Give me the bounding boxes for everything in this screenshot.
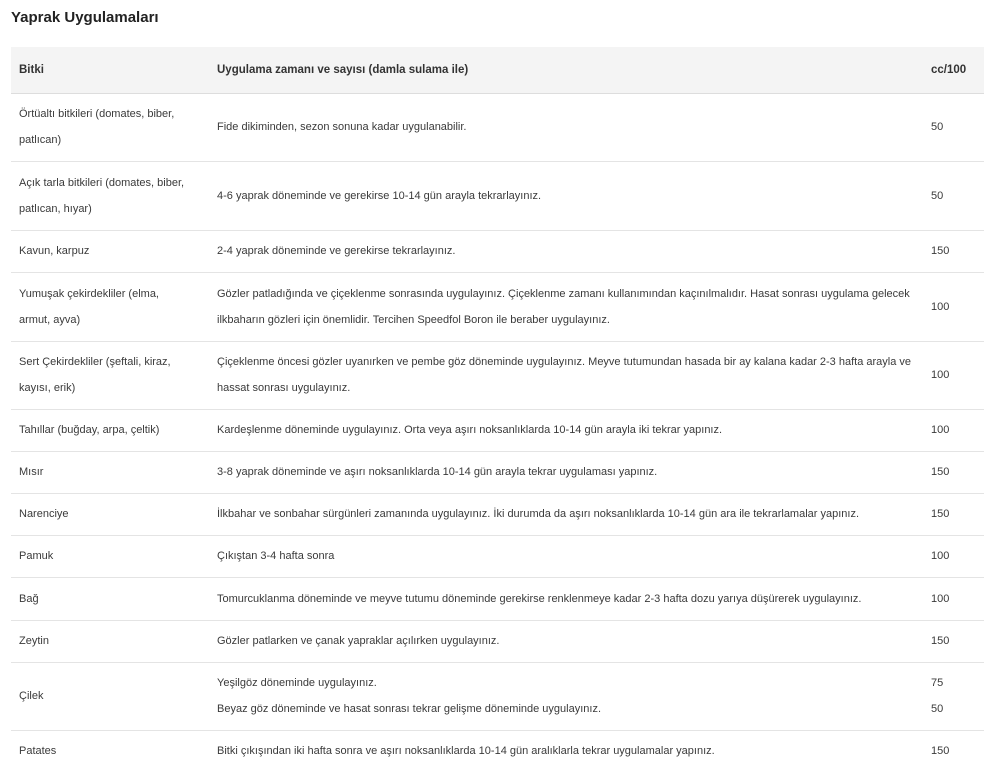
table-body	[11, 93, 984, 767]
cell-application-text: 2-4 yaprak döneminde ve gerekirse tekrarlayınız.	[217, 245, 456, 257]
cell-dose	[931, 620, 984, 662]
cell-application-text: Gözler patladığında ve çiçeklenme sonrasında uygulayınız. Çiçeklenme zamanı kullanımından kaçınılmalıdır. Hasat sonrası uygulama gelecek	[217, 287, 910, 300]
cell-plant-text: Pamuk	[19, 550, 54, 562]
cell-dose-text: 50	[931, 703, 944, 715]
cell-application	[209, 409, 931, 451]
cell-dose-text: 50	[931, 121, 944, 133]
cell-dose-text: 100	[931, 592, 950, 605]
cell-dose	[931, 230, 984, 272]
table-row	[11, 662, 984, 730]
cell-dose-text: 75	[931, 677, 944, 689]
cell-application-text: hassat sonrası uygulayınız.	[217, 382, 351, 394]
cell-dose-text: 150	[931, 635, 950, 647]
cell-dose	[931, 161, 984, 230]
cell-application	[209, 230, 931, 272]
cell-plant-text: Açık tarla bitkileri (domates, biber,	[19, 176, 185, 189]
cell-dose	[931, 341, 984, 409]
cell-plant-text: Yumuşak çekirdekliler (elma,	[19, 287, 159, 300]
cell-plant	[11, 620, 209, 662]
cell-plant-text: Zeytin	[19, 635, 49, 647]
cell-dose	[931, 409, 984, 451]
cell-plant-text: Sert Çekirdekliler (şeftali, kiraz,	[19, 356, 171, 368]
cell-plant	[11, 577, 209, 620]
cell-dose	[931, 577, 984, 620]
table-row	[11, 230, 984, 272]
cell-application	[209, 620, 931, 662]
cell-application-text: Çiçeklenme öncesi gözler uyanırken ve pembe göz döneminde uygulayınız. Meyve tutumundan hasada bir ay kalana kadar 2-3 hafta arayla ve	[217, 356, 912, 368]
cell-plant-text: Kavun, karpuz	[19, 245, 90, 257]
cell-plant-text: Tahıllar (buğday, arpa, çeltik)	[19, 424, 160, 436]
cell-application-text: 4-6 yaprak döneminde ve gerekirse 10-14 gün arayla tekrarlayınız.	[217, 189, 542, 202]
table-row	[11, 93, 984, 161]
table-row	[11, 730, 984, 767]
cell-plant-text: Bağ	[19, 592, 39, 605]
cell-application-text: Gözler patlarken ve çanak yapraklar açılırken uygulayınız.	[217, 635, 500, 647]
header-plant: Bitki	[11, 47, 209, 93]
cell-application-text: Tomurcuklanma döneminde ve meyve tutumu döneminde gerekirse renklenmeye kadar 2-3 hafta dozu yarıya düşürerek uygulayınız.	[217, 592, 862, 605]
cell-plant-text: patlıcan, hıyar)	[19, 202, 92, 215]
cell-plant-text: Mısır	[19, 466, 44, 478]
cell-dose	[931, 493, 984, 535]
cell-plant-text: Örtüaltı bitkileri (domates, biber,	[19, 108, 175, 120]
cell-plant-text: Çilek	[19, 690, 44, 702]
cell-application	[209, 493, 931, 535]
cell-application-text: İlkbahar ve sonbahar sürgünleri zamanında uygulayınız. İki durumda da aşırı noksanlıklarda 10-14 gün ara ile tekrarlamalar yapınız.	[217, 508, 860, 520]
cell-dose-text: 150	[931, 508, 950, 520]
cell-dose	[931, 730, 984, 767]
cell-plant	[11, 161, 209, 230]
page-title: Yaprak Uygulamaları	[11, 9, 159, 26]
cell-application-text: 3-8 yaprak döneminde ve aşırı noksanlıklarda 10-14 gün arayla tekrar uygulaması yapınız.	[217, 466, 658, 478]
table-header	[11, 47, 984, 93]
cell-application	[209, 662, 931, 730]
cell-dose-text: 150	[931, 466, 950, 478]
table-row	[11, 493, 984, 535]
cell-application-text: Yeşilgöz döneminde uygulayınız.	[217, 677, 377, 689]
cell-plant-text: Narenciye	[19, 508, 69, 520]
header-dose: cc/100	[931, 47, 984, 93]
cell-application	[209, 451, 931, 493]
cell-plant-text: Patates	[19, 745, 57, 757]
cell-dose-text: 100	[931, 369, 950, 381]
header-application: Uygulama zamanı ve sayısı (damla sulama ile)	[209, 47, 931, 93]
cell-dose-text: 50	[931, 189, 944, 202]
cell-plant	[11, 662, 209, 730]
cell-application-text: Kardeşlenme döneminde uygulayınız. Orta veya aşırı noksanlıklarda 10-14 gün arayla iki tekrar yapınız.	[217, 424, 723, 436]
cell-plant-text: kayısı, erik)	[19, 382, 76, 394]
cell-plant	[11, 341, 209, 409]
cell-plant	[11, 272, 209, 341]
cell-application-text: Çıkıştan 3-4 hafta sonra	[217, 550, 335, 562]
cell-application	[209, 161, 931, 230]
cell-dose	[931, 662, 984, 730]
cell-dose	[931, 535, 984, 577]
table-row	[11, 535, 984, 577]
cell-application-text: Fide dikiminden, sezon sonuna kadar uygulanabilir.	[217, 121, 467, 133]
table-row	[11, 620, 984, 662]
cell-dose	[931, 93, 984, 161]
table-row	[11, 409, 984, 451]
cell-plant	[11, 730, 209, 767]
cell-dose-text: 150	[931, 245, 950, 257]
cell-plant	[11, 230, 209, 272]
cell-application	[209, 577, 931, 620]
table-row	[11, 341, 984, 409]
header-row	[11, 47, 984, 93]
table-row	[11, 161, 984, 230]
table-row	[11, 577, 984, 620]
cell-dose-text: 150	[931, 745, 950, 757]
cell-dose	[931, 451, 984, 493]
cell-plant	[11, 493, 209, 535]
cell-plant-text: armut, ayva)	[19, 313, 81, 326]
cell-application	[209, 341, 931, 409]
cell-application	[209, 93, 931, 161]
cell-plant	[11, 535, 209, 577]
cell-dose-text: 100	[931, 424, 950, 436]
cell-application	[209, 730, 931, 767]
cell-application	[209, 272, 931, 341]
cell-dose-text: 100	[931, 550, 950, 562]
cell-plant	[11, 93, 209, 161]
table-row	[11, 272, 984, 341]
cell-dose	[931, 272, 984, 341]
cell-application	[209, 535, 931, 577]
cell-application-text: ilkbaharın gözleri için önemlidir. Tercihen Speedfol Boron ile beraber uygulayınız.	[217, 313, 610, 326]
cell-plant	[11, 451, 209, 493]
cell-application-text: Bitki çıkışından iki hafta sonra ve aşırı noksanlıklarda 10-14 gün aralıklarla tekrar uygulamalar yapınız.	[217, 745, 715, 757]
cell-plant-text: patlıcan)	[19, 134, 62, 146]
cell-application-text: Beyaz göz döneminde ve hasat sonrası tekrar gelişme döneminde uygulayınız.	[217, 703, 601, 715]
cell-dose-text: 100	[931, 300, 950, 313]
foliar-application-table	[11, 47, 984, 767]
cell-plant	[11, 409, 209, 451]
table-row	[11, 451, 984, 493]
